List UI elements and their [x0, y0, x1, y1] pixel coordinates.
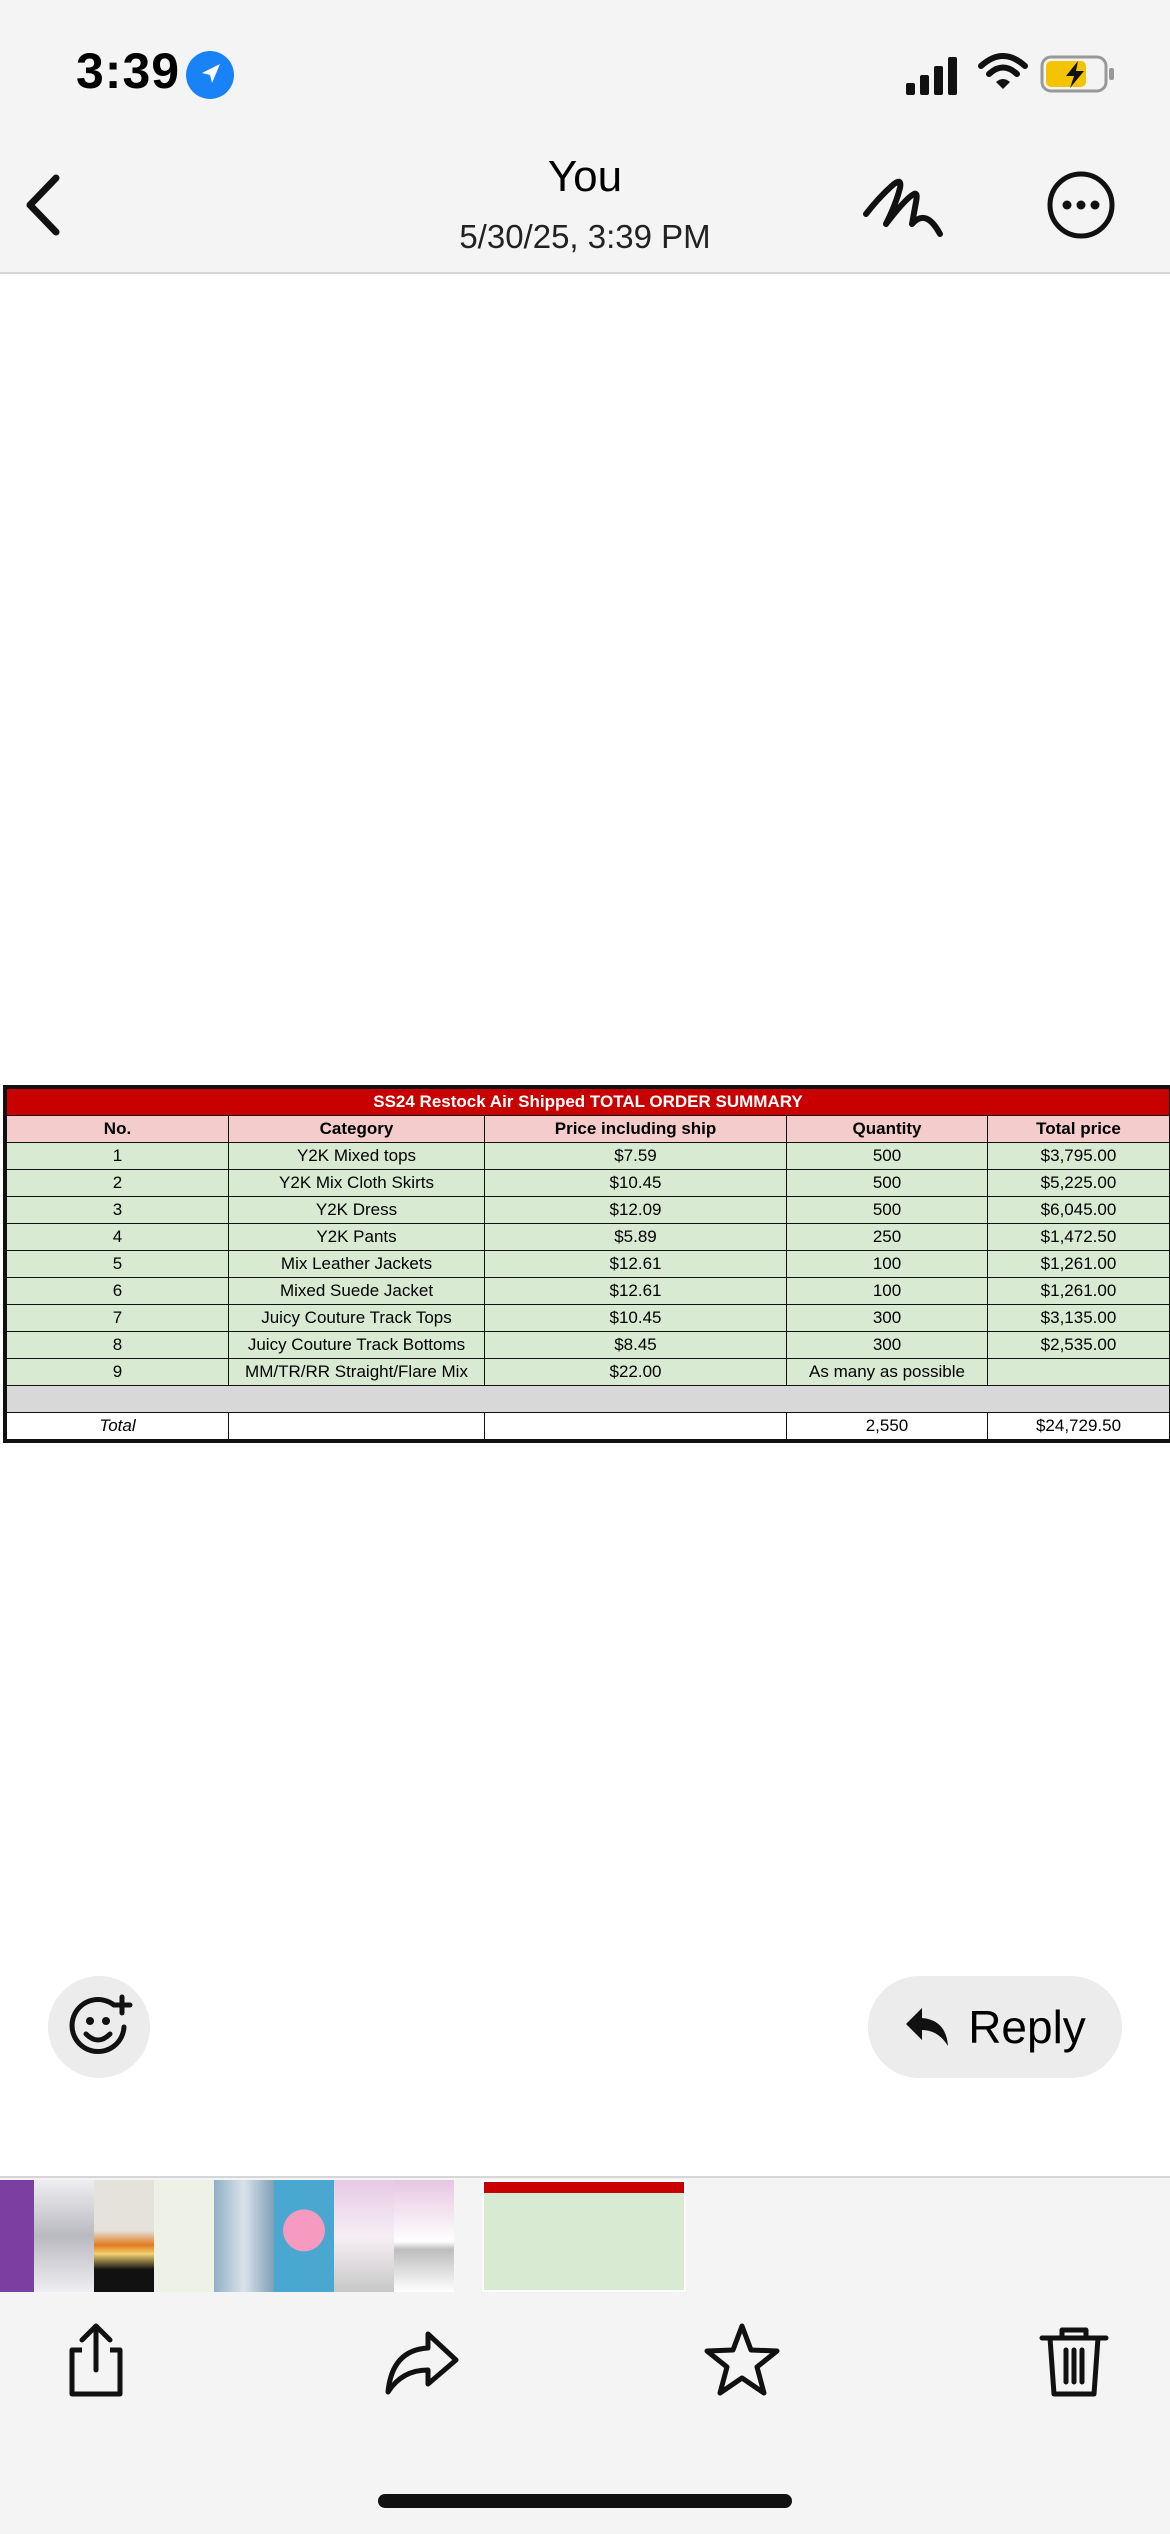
table-header-row — [7, 1116, 1170, 1143]
thumbnail-1[interactable] — [0, 2180, 34, 2292]
table-cell: Mixed Suede Jacket — [229, 1278, 485, 1305]
thumbnail-3[interactable] — [94, 2180, 154, 2292]
order-summary-sheet — [3, 1085, 1170, 1443]
emoji-add-icon — [48, 1976, 150, 2078]
total-label: Total — [7, 1413, 229, 1440]
thumbnail-7[interactable] — [334, 2180, 394, 2292]
table-cell: $1,472.50 — [988, 1224, 1170, 1251]
table-cell: $12.61 — [485, 1251, 787, 1278]
table-cell: 1 — [7, 1143, 229, 1170]
table-cell: Y2K Pants — [229, 1224, 485, 1251]
markup-icon[interactable] — [862, 168, 944, 242]
table-cell: $10.45 — [485, 1305, 787, 1332]
table-cell: As many as possible — [787, 1359, 988, 1386]
table-cell: 100 — [787, 1278, 988, 1305]
column-header: Category — [229, 1116, 485, 1143]
table-cell: $10.45 — [485, 1170, 787, 1197]
table-cell: $3,135.00 — [988, 1305, 1170, 1332]
table-row — [7, 1251, 1170, 1278]
total-row — [7, 1413, 1170, 1440]
table-cell: Juicy Couture Track Bottoms — [229, 1332, 485, 1359]
table-cell: $3,795.00 — [988, 1143, 1170, 1170]
column-header: Quantity — [787, 1116, 988, 1143]
table-cell: 300 — [787, 1305, 988, 1332]
battery-charging-icon — [1040, 54, 1116, 94]
table-row — [7, 1224, 1170, 1251]
location-arrow-icon — [186, 51, 234, 99]
table-row — [7, 1278, 1170, 1305]
total-category — [229, 1413, 485, 1440]
table-row — [7, 1170, 1170, 1197]
table-cell: $2,535.00 — [988, 1332, 1170, 1359]
reply-button[interactable] — [868, 1976, 1122, 2078]
table-cell — [988, 1359, 1170, 1386]
table-cell: $1,261.00 — [988, 1278, 1170, 1305]
table-cell: 5 — [7, 1251, 229, 1278]
table-cell: Y2K Dress — [229, 1197, 485, 1224]
emoji-add-button[interactable] — [48, 1976, 150, 2078]
column-header: Price including ship — [485, 1116, 787, 1143]
sheet-title: SS24 Restock Air Shipped TOTAL ORDER SUMMARY — [7, 1089, 1170, 1116]
table-cell: $7.59 — [485, 1143, 787, 1170]
table-row — [7, 1143, 1170, 1170]
table-cell: 2 — [7, 1170, 229, 1197]
signal-icon — [906, 55, 960, 95]
reply-icon — [904, 2006, 950, 2048]
table-cell: $1,261.00 — [988, 1251, 1170, 1278]
table-cell: 3 — [7, 1197, 229, 1224]
table-cell: $8.45 — [485, 1332, 787, 1359]
page-title: You — [547, 152, 623, 201]
total-price-per-unit — [485, 1413, 787, 1440]
column-header: Total price — [988, 1116, 1170, 1143]
table-cell: Juicy Couture Track Tops — [229, 1305, 485, 1332]
table-cell: $12.61 — [485, 1278, 787, 1305]
thumbnail-2[interactable] — [34, 2180, 94, 2292]
table-cell: 500 — [787, 1170, 988, 1197]
table-cell: $12.09 — [485, 1197, 787, 1224]
blank-row — [7, 1386, 1170, 1413]
table-cell: $22.00 — [485, 1359, 787, 1386]
reply-label: Reply — [968, 2001, 1086, 2053]
table-cell: 250 — [787, 1224, 988, 1251]
table-cell: 100 — [787, 1251, 988, 1278]
trash-icon[interactable] — [1034, 2320, 1114, 2400]
total-quantity: 2,550 — [787, 1413, 988, 1440]
thumbnail-4[interactable] — [154, 2180, 214, 2292]
share-icon[interactable] — [56, 2320, 136, 2400]
table-cell: Y2K Mix Cloth Skirts — [229, 1170, 485, 1197]
table-row — [7, 1197, 1170, 1224]
table-cell: Mix Leather Jackets — [229, 1251, 485, 1278]
table-cell: $5.89 — [485, 1224, 787, 1251]
table-cell: 500 — [787, 1197, 988, 1224]
status-time: 3:39 — [76, 43, 181, 99]
home-indicator — [378, 2494, 792, 2508]
more-icon[interactable] — [1046, 170, 1116, 240]
table-cell: Y2K Mixed tops — [229, 1143, 485, 1170]
table-cell: 8 — [7, 1332, 229, 1359]
star-icon[interactable] — [702, 2320, 782, 2400]
table-row — [7, 1359, 1170, 1386]
table-row — [7, 1332, 1170, 1359]
thumbnail-6[interactable] — [274, 2180, 334, 2292]
thumbnail-8[interactable] — [394, 2180, 454, 2292]
table-cell: 7 — [7, 1305, 229, 1332]
column-header: No. — [7, 1116, 229, 1143]
table-cell: 300 — [787, 1332, 988, 1359]
thumbnail-selected[interactable] — [482, 2180, 686, 2292]
table-cell: 6 — [7, 1278, 229, 1305]
table-row — [7, 1305, 1170, 1332]
table-cell: 9 — [7, 1359, 229, 1386]
wifi-icon — [978, 52, 1028, 92]
table-cell: 500 — [787, 1143, 988, 1170]
total-price: $24,729.50 — [988, 1413, 1170, 1440]
thumbnail-5[interactable] — [214, 2180, 274, 2292]
table-cell: 4 — [7, 1224, 229, 1251]
message-timestamp: 5/30/25, 3:39 PM — [459, 218, 711, 255]
table-cell: $6,045.00 — [988, 1197, 1170, 1224]
table-cell: MM/TR/RR Straight/Flare Mix — [229, 1359, 485, 1386]
table-cell: $5,225.00 — [988, 1170, 1170, 1197]
forward-icon[interactable] — [382, 2320, 462, 2400]
